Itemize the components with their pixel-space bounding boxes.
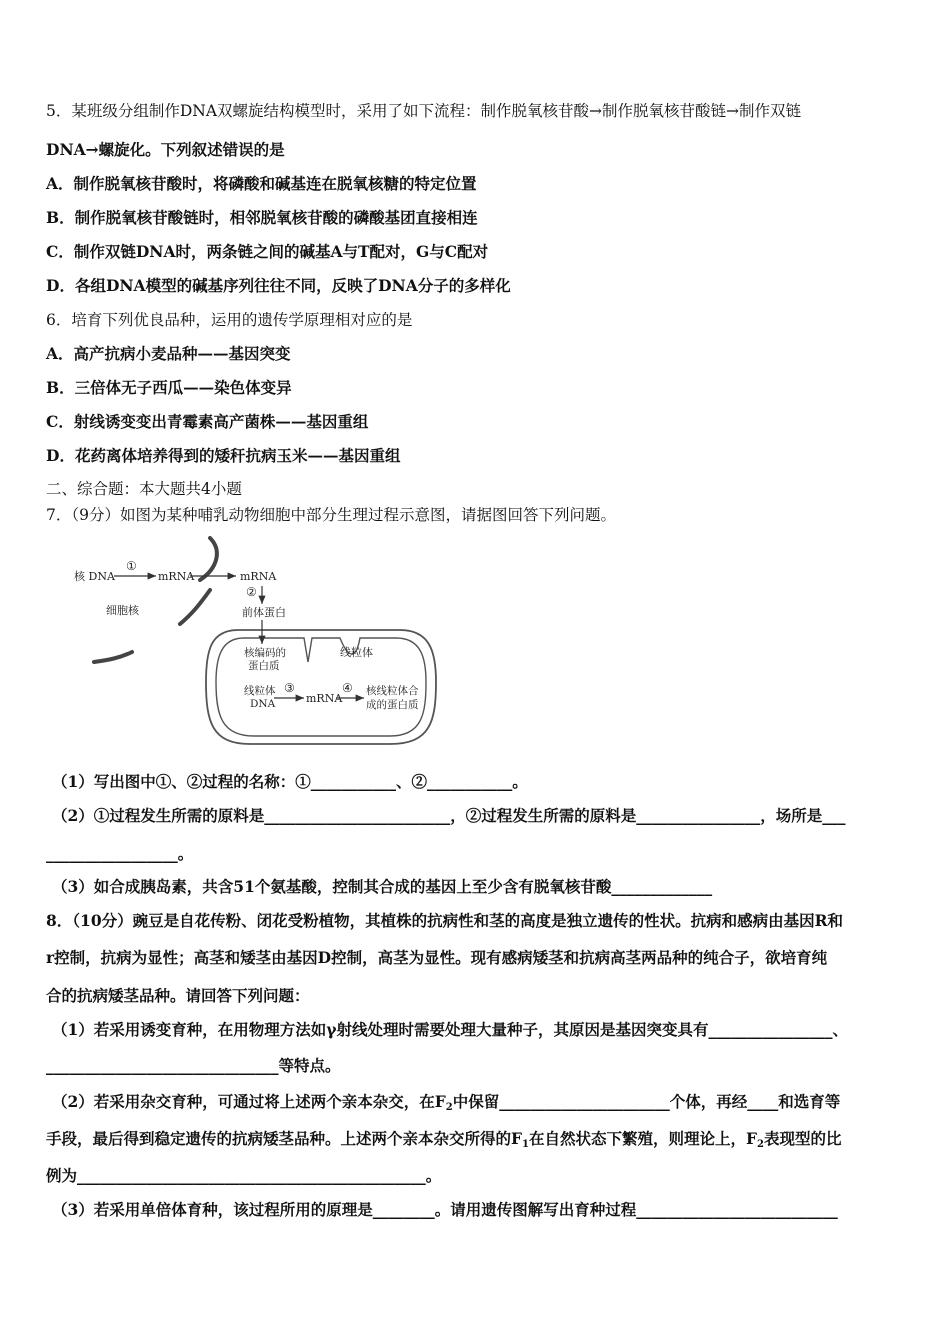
mt-dna-label-2: DNA [250, 698, 276, 710]
step-1-label: ① [126, 559, 137, 573]
q5-option-a: A．制作脱氧核苷酸时，将磷酸和碱基连在脱氧核糖的特定位置 [46, 174, 477, 193]
q8-part2-line1: （2）若采用杂交育种，可通过将上述两个亲本杂交，在$F_2$中保留______________________个体，再经____和选育等 [52, 1092, 841, 1113]
mt-dna-label-1: 线粒体 [244, 685, 276, 697]
q8-part2-line3: 例为_____________________________________________。 [46, 1166, 442, 1185]
q8-stem-line1: 8．（10分）豌豆是自花传粉、闭花受粉植物，其植株的抗病性和茎的高度是独立遗传的性状。抗病和感病由基因R和 [46, 911, 843, 930]
mrna-label-2: mRNA [240, 570, 277, 583]
q7-part2-line1: （2）①过程发生所需的原料是________________________，②过程发生所需的原料是________________，场所是___ [52, 806, 846, 825]
q6-stem: 6．培育下列优良品种，运用的遗传学原理相对应的是 [46, 311, 413, 329]
q8-part3: （3）若采用单倍体育种，该过程所用的原理是________。请用遗传图解写出育种过程__________________________ [52, 1200, 838, 1219]
q5-option-d: D．各组DNA模型的碱基序列往往不同，反映了DNA分子的多样化 [46, 276, 511, 295]
q8-part2-line2: 手段，最后得到稳定遗传的抗病矮茎品种。上述两个亲本杂交所得的$F_1$在自然状态下繁殖，则理论上，$F_2$表现型的比 [46, 1129, 842, 1150]
nuclear-envelope-lower [94, 652, 132, 662]
precursor-protein-label: 前体蛋白 [242, 606, 286, 619]
cell-process-diagram [60, 532, 460, 752]
q5-option-c: C．制作双链DNA时，两条链之间的碱基A与T配对，G与C配对 [46, 242, 489, 261]
q8-stem-line2: r控制，抗病为显性；高茎和矮茎由基因D控制，高茎为显性。现有感病矮茎和抗病高茎两品种的纯合子，欲培育纯 [46, 948, 828, 967]
q5-stem-line1: 5．某班级分组制作DNA双螺旋结构模型时，采用了如下流程：制作脱氧核苷酸→制作脱氧核苷酸链→制作双链 [46, 102, 802, 120]
q8-part1-line2: ______________________________等特点。 [46, 1056, 341, 1075]
mrna-label-1: mRNA [158, 570, 195, 583]
q8-part1-line1: （1）若采用诱变育种，在用物理方法如γ射线处理时需要处理大量种子，其原因是基因突变具有________________、 [52, 1020, 849, 1039]
q6-option-b: B．三倍体无子西瓜——染色体变异 [46, 378, 292, 397]
nuclear-encoded-protein-label-2: 蛋白质 [248, 660, 280, 672]
q5-option-b: B．制作脱氧核苷酸链时，相邻脱氧核苷酸的磷酸基团直接相连 [46, 208, 478, 227]
step-3-label: ③ [284, 681, 295, 695]
section-title: 二、综合题：本大题共4小题 [46, 480, 242, 498]
step-4-label: ④ [342, 681, 353, 695]
q8-stem-line3: 合的抗病矮茎品种。请回答下列问题： [46, 986, 310, 1005]
mt-protein-label-2: 成的蛋白质 [366, 699, 419, 711]
q6-option-d: D．花药离体培养得到的矮秆抗病玉米——基因重组 [46, 446, 401, 465]
mitochondrion-label: 线粒体 [340, 646, 373, 659]
mrna-label-3: mRNA [306, 692, 343, 705]
q7-stem: 7．（9分）如图为某种哺乳动物细胞中部分生理过程示意图，请据图回答下列问题。 [46, 506, 616, 524]
nucleus-label: 细胞核 [106, 604, 139, 617]
q7-part3: （3）如合成胰岛素，共含51个氨基酸，控制其合成的基因上至少含有脱氧核苷酸_____________ [52, 877, 713, 896]
nuclear-dna-label: 核 DNA [74, 570, 115, 583]
nuclear-envelope-top [200, 538, 217, 580]
q7-part2-line2: _________________。 [46, 844, 194, 863]
nuclear-envelope-middle [180, 590, 210, 624]
step-2-label: ② [246, 585, 257, 599]
q6-option-a: A．高产抗病小麦品种——基因突变 [46, 344, 291, 363]
q7-part1: （1）写出图中①、②过程的名称：①___________、②___________。 [52, 772, 528, 791]
nuclear-encoded-protein-label-1: 核编码的 [244, 647, 286, 659]
mt-protein-label-1: 核线粒体合 [366, 685, 419, 697]
q5-stem-line2: DNA→螺旋化。下列叙述错误的是 [46, 140, 285, 159]
q6-option-c: C．射线诱变变出青霉素高产菌株——基因重组 [46, 412, 369, 431]
